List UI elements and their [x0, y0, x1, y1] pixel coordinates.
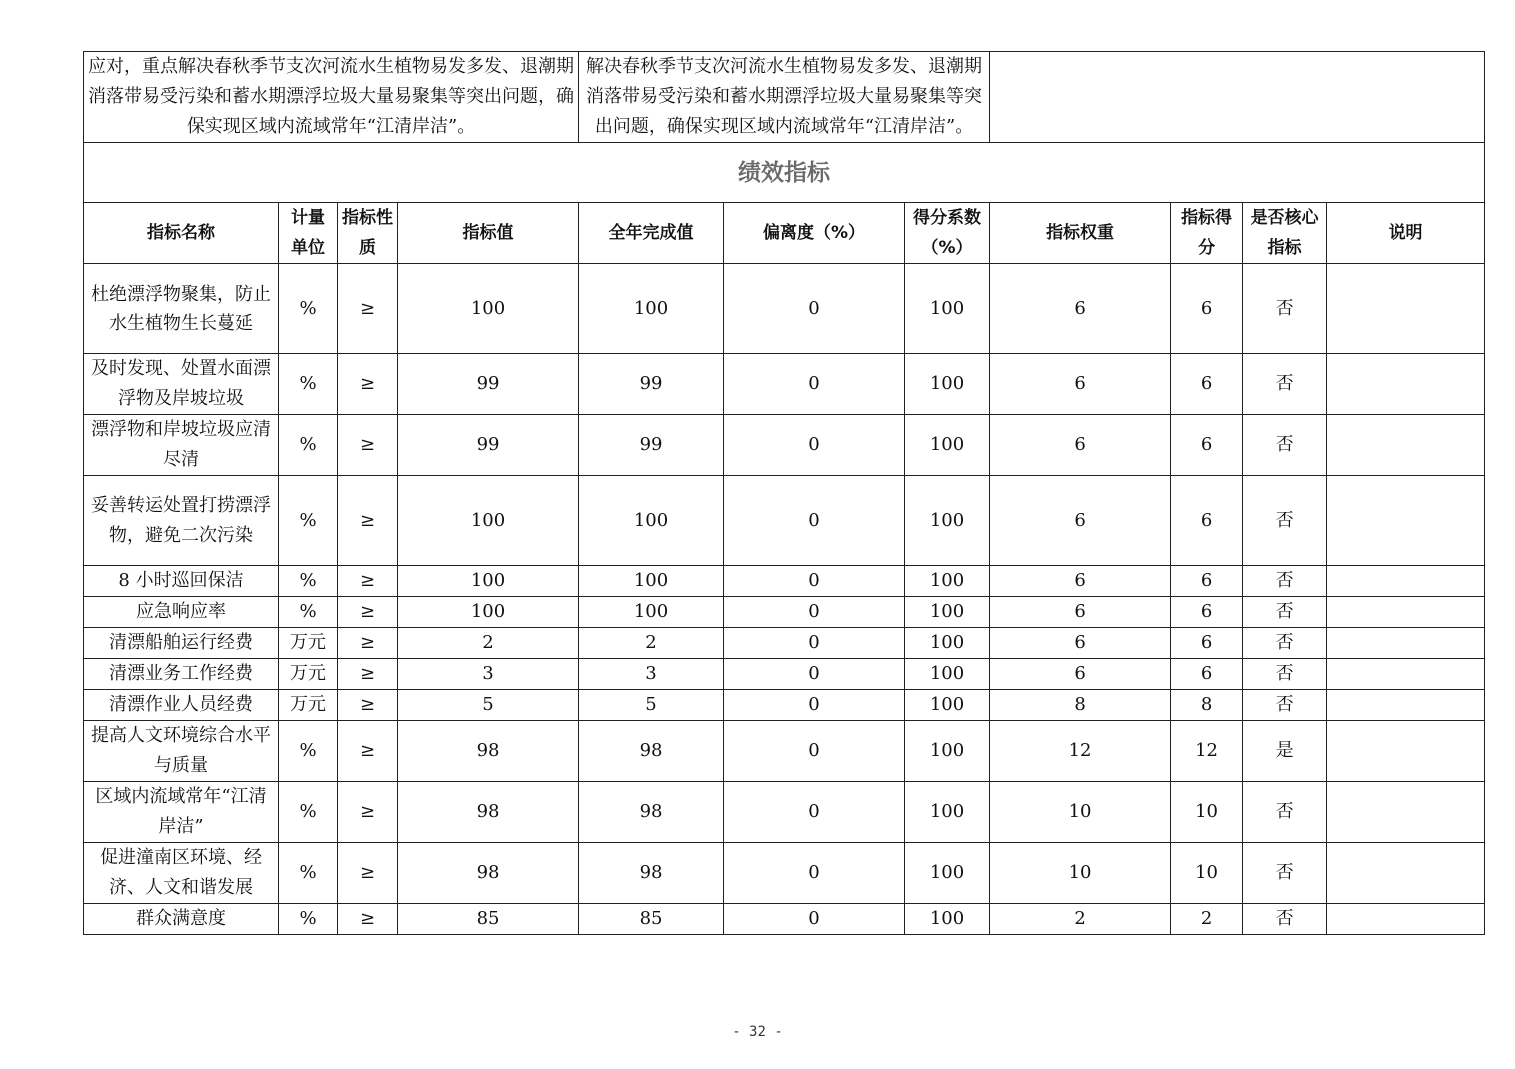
cell-target: 3 — [398, 659, 579, 690]
cell-coef: 100 — [905, 690, 990, 721]
cell-deviation: 0 — [724, 690, 905, 721]
cell-coef: 100 — [905, 721, 990, 782]
cell-nature: ≥ — [338, 566, 398, 597]
cell-deviation: 0 — [724, 476, 905, 566]
cell-actual: 99 — [579, 415, 724, 476]
cell-coef: 100 — [905, 476, 990, 566]
cell-target: 99 — [398, 415, 579, 476]
cell-note — [1327, 690, 1485, 721]
objective-text-row — [84, 52, 1485, 143]
cell-unit: % — [279, 566, 338, 597]
cell-target: 100 — [398, 597, 579, 628]
cell-unit: % — [279, 476, 338, 566]
cell-note — [1327, 354, 1485, 415]
header-score: 指标得分 — [1171, 203, 1243, 264]
cell-nature: ≥ — [338, 904, 398, 935]
cell-name: 妥善转运处置打捞漂浮物，避免二次污染 — [84, 476, 279, 566]
header-deviation: 偏离度（%） — [724, 203, 905, 264]
cell-note — [1327, 415, 1485, 476]
table-row — [84, 415, 1485, 476]
cell-core: 否 — [1243, 843, 1327, 904]
header-nature: 指标性质 — [338, 203, 398, 264]
cell-actual: 100 — [579, 264, 724, 354]
cell-nature: ≥ — [338, 843, 398, 904]
cell-score: 6 — [1171, 628, 1243, 659]
cell-core: 是 — [1243, 721, 1327, 782]
cell-score: 6 — [1171, 476, 1243, 566]
cell-name: 杜绝漂浮物聚集，防止水生植物生长蔓延 — [84, 264, 279, 354]
cell-actual: 5 — [579, 690, 724, 721]
header-unit: 计量单位 — [279, 203, 338, 264]
cell-score: 6 — [1171, 264, 1243, 354]
cell-target: 98 — [398, 843, 579, 904]
completion-text-cell: 解决春秋季节支次河流水生植物易发多发、退潮期消落带易受污染和蓄水期漂浮垃圾大量易聚集等突出问题，确保实现区域内流域常年“江清岸洁”。 — [579, 52, 990, 143]
cell-deviation: 0 — [724, 782, 905, 843]
cell-nature: ≥ — [338, 476, 398, 566]
cell-nature: ≥ — [338, 628, 398, 659]
table-row — [84, 628, 1485, 659]
header-actual: 全年完成值 — [579, 203, 724, 264]
cell-unit: % — [279, 264, 338, 354]
cell-deviation: 0 — [724, 843, 905, 904]
cell-nature: ≥ — [338, 354, 398, 415]
table-row — [84, 476, 1485, 566]
cell-score: 2 — [1171, 904, 1243, 935]
cell-deviation: 0 — [724, 566, 905, 597]
cell-weight: 10 — [990, 843, 1171, 904]
header-weight: 指标权重 — [990, 203, 1171, 264]
cell-core: 否 — [1243, 659, 1327, 690]
empty-remark-cell — [990, 52, 1485, 143]
section-title-row — [84, 143, 1485, 203]
cell-score: 6 — [1171, 597, 1243, 628]
table-row — [84, 354, 1485, 415]
cell-weight: 6 — [990, 628, 1171, 659]
cell-nature: ≥ — [338, 415, 398, 476]
cell-target: 98 — [398, 782, 579, 843]
cell-target: 100 — [398, 476, 579, 566]
cell-weight: 8 — [990, 690, 1171, 721]
cell-core: 否 — [1243, 415, 1327, 476]
table-row — [84, 659, 1485, 690]
cell-unit: 万元 — [279, 690, 338, 721]
cell-unit: % — [279, 721, 338, 782]
cell-note — [1327, 843, 1485, 904]
cell-target: 99 — [398, 354, 579, 415]
cell-name: 促进潼南区环境、经济、人文和谐发展 — [84, 843, 279, 904]
cell-core: 否 — [1243, 628, 1327, 659]
cell-weight: 6 — [990, 354, 1171, 415]
cell-score: 10 — [1171, 843, 1243, 904]
cell-actual: 2 — [579, 628, 724, 659]
cell-coef: 100 — [905, 782, 990, 843]
cell-core: 否 — [1243, 782, 1327, 843]
cell-actual: 98 — [579, 843, 724, 904]
cell-nature: ≥ — [338, 659, 398, 690]
cell-coef: 100 — [905, 597, 990, 628]
cell-name: 清漂业务工作经费 — [84, 659, 279, 690]
header-target: 指标值 — [398, 203, 579, 264]
cell-core: 否 — [1243, 566, 1327, 597]
section-title: 绩效指标 — [84, 143, 1485, 203]
cell-actual: 3 — [579, 659, 724, 690]
cell-deviation: 0 — [724, 904, 905, 935]
table-row — [84, 690, 1485, 721]
cell-core: 否 — [1243, 904, 1327, 935]
cell-actual: 98 — [579, 721, 724, 782]
cell-name: 群众满意度 — [84, 904, 279, 935]
cell-nature: ≥ — [338, 721, 398, 782]
cell-note — [1327, 721, 1485, 782]
cell-note — [1327, 628, 1485, 659]
cell-name: 8 小时巡回保洁 — [84, 566, 279, 597]
cell-unit: % — [279, 843, 338, 904]
cell-score: 8 — [1171, 690, 1243, 721]
cell-score: 6 — [1171, 566, 1243, 597]
cell-actual: 85 — [579, 904, 724, 935]
cell-target: 5 — [398, 690, 579, 721]
cell-unit: % — [279, 354, 338, 415]
cell-actual: 100 — [579, 597, 724, 628]
cell-name: 漂浮物和岸坡垃圾应清尽清 — [84, 415, 279, 476]
cell-unit: % — [279, 904, 338, 935]
cell-target: 85 — [398, 904, 579, 935]
cell-deviation: 0 — [724, 354, 905, 415]
cell-unit: % — [279, 782, 338, 843]
cell-unit: % — [279, 415, 338, 476]
cell-coef: 100 — [905, 659, 990, 690]
cell-coef: 100 — [905, 415, 990, 476]
cell-name: 清漂船舶运行经费 — [84, 628, 279, 659]
cell-note — [1327, 659, 1485, 690]
cell-deviation: 0 — [724, 721, 905, 782]
header-core: 是否核心指标 — [1243, 203, 1327, 264]
cell-unit: 万元 — [279, 628, 338, 659]
cell-weight: 6 — [990, 597, 1171, 628]
cell-weight: 6 — [990, 476, 1171, 566]
cell-target: 100 — [398, 566, 579, 597]
cell-note — [1327, 476, 1485, 566]
cell-weight: 6 — [990, 659, 1171, 690]
cell-weight: 6 — [990, 264, 1171, 354]
cell-coef: 100 — [905, 264, 990, 354]
header-row — [84, 203, 1485, 264]
cell-deviation: 0 — [724, 415, 905, 476]
cell-unit: 万元 — [279, 659, 338, 690]
cell-nature: ≥ — [338, 782, 398, 843]
cell-core: 否 — [1243, 690, 1327, 721]
cell-weight: 10 — [990, 782, 1171, 843]
cell-target: 98 — [398, 721, 579, 782]
cell-weight: 6 — [990, 415, 1171, 476]
cell-name: 清漂作业人员经费 — [84, 690, 279, 721]
cell-target: 100 — [398, 264, 579, 354]
cell-nature: ≥ — [338, 597, 398, 628]
cell-nature: ≥ — [338, 690, 398, 721]
cell-actual: 100 — [579, 566, 724, 597]
performance-indicator-table — [83, 51, 1485, 935]
cell-nature: ≥ — [338, 264, 398, 354]
header-name: 指标名称 — [84, 203, 279, 264]
cell-name: 应急响应率 — [84, 597, 279, 628]
page-number: - 32 - — [732, 1024, 783, 1040]
cell-deviation: 0 — [724, 597, 905, 628]
cell-coef: 100 — [905, 904, 990, 935]
table-row — [84, 843, 1485, 904]
cell-deviation: 0 — [724, 628, 905, 659]
cell-unit: % — [279, 597, 338, 628]
cell-note — [1327, 904, 1485, 935]
cell-note — [1327, 566, 1485, 597]
table-row — [84, 721, 1485, 782]
cell-core: 否 — [1243, 597, 1327, 628]
cell-actual: 100 — [579, 476, 724, 566]
cell-score: 6 — [1171, 415, 1243, 476]
cell-weight: 12 — [990, 721, 1171, 782]
cell-score: 12 — [1171, 721, 1243, 782]
cell-note — [1327, 264, 1485, 354]
cell-name: 及时发现、处置水面漂浮物及岸坡垃圾 — [84, 354, 279, 415]
cell-core: 否 — [1243, 354, 1327, 415]
header-coef: 得分系数（%） — [905, 203, 990, 264]
cell-actual: 99 — [579, 354, 724, 415]
cell-coef: 100 — [905, 628, 990, 659]
cell-core: 否 — [1243, 264, 1327, 354]
table-row — [84, 782, 1485, 843]
cell-coef: 100 — [905, 843, 990, 904]
cell-actual: 98 — [579, 782, 724, 843]
table-row — [84, 566, 1485, 597]
table-row — [84, 264, 1485, 354]
cell-weight: 6 — [990, 566, 1171, 597]
cell-score: 6 — [1171, 659, 1243, 690]
header-note: 说明 — [1327, 203, 1485, 264]
cell-target: 2 — [398, 628, 579, 659]
cell-core: 否 — [1243, 476, 1327, 566]
cell-deviation: 0 — [724, 659, 905, 690]
table-row — [84, 597, 1485, 628]
cell-deviation: 0 — [724, 264, 905, 354]
table-row — [84, 904, 1485, 935]
cell-name: 提高人文环境综合水平与质量 — [84, 721, 279, 782]
objective-text-cell: 应对，重点解决春秋季节支次河流水生植物易发多发、退潮期消落带易受污染和蓄水期漂浮垃圾大量易聚集等突出问题，确保实现区域内流域常年“江清岸洁”。 — [84, 52, 579, 143]
cell-note — [1327, 782, 1485, 843]
cell-score: 6 — [1171, 354, 1243, 415]
cell-coef: 100 — [905, 566, 990, 597]
cell-coef: 100 — [905, 354, 990, 415]
cell-note — [1327, 597, 1485, 628]
cell-name: 区域内流域常年“江清岸洁” — [84, 782, 279, 843]
cell-weight: 2 — [990, 904, 1171, 935]
cell-score: 10 — [1171, 782, 1243, 843]
